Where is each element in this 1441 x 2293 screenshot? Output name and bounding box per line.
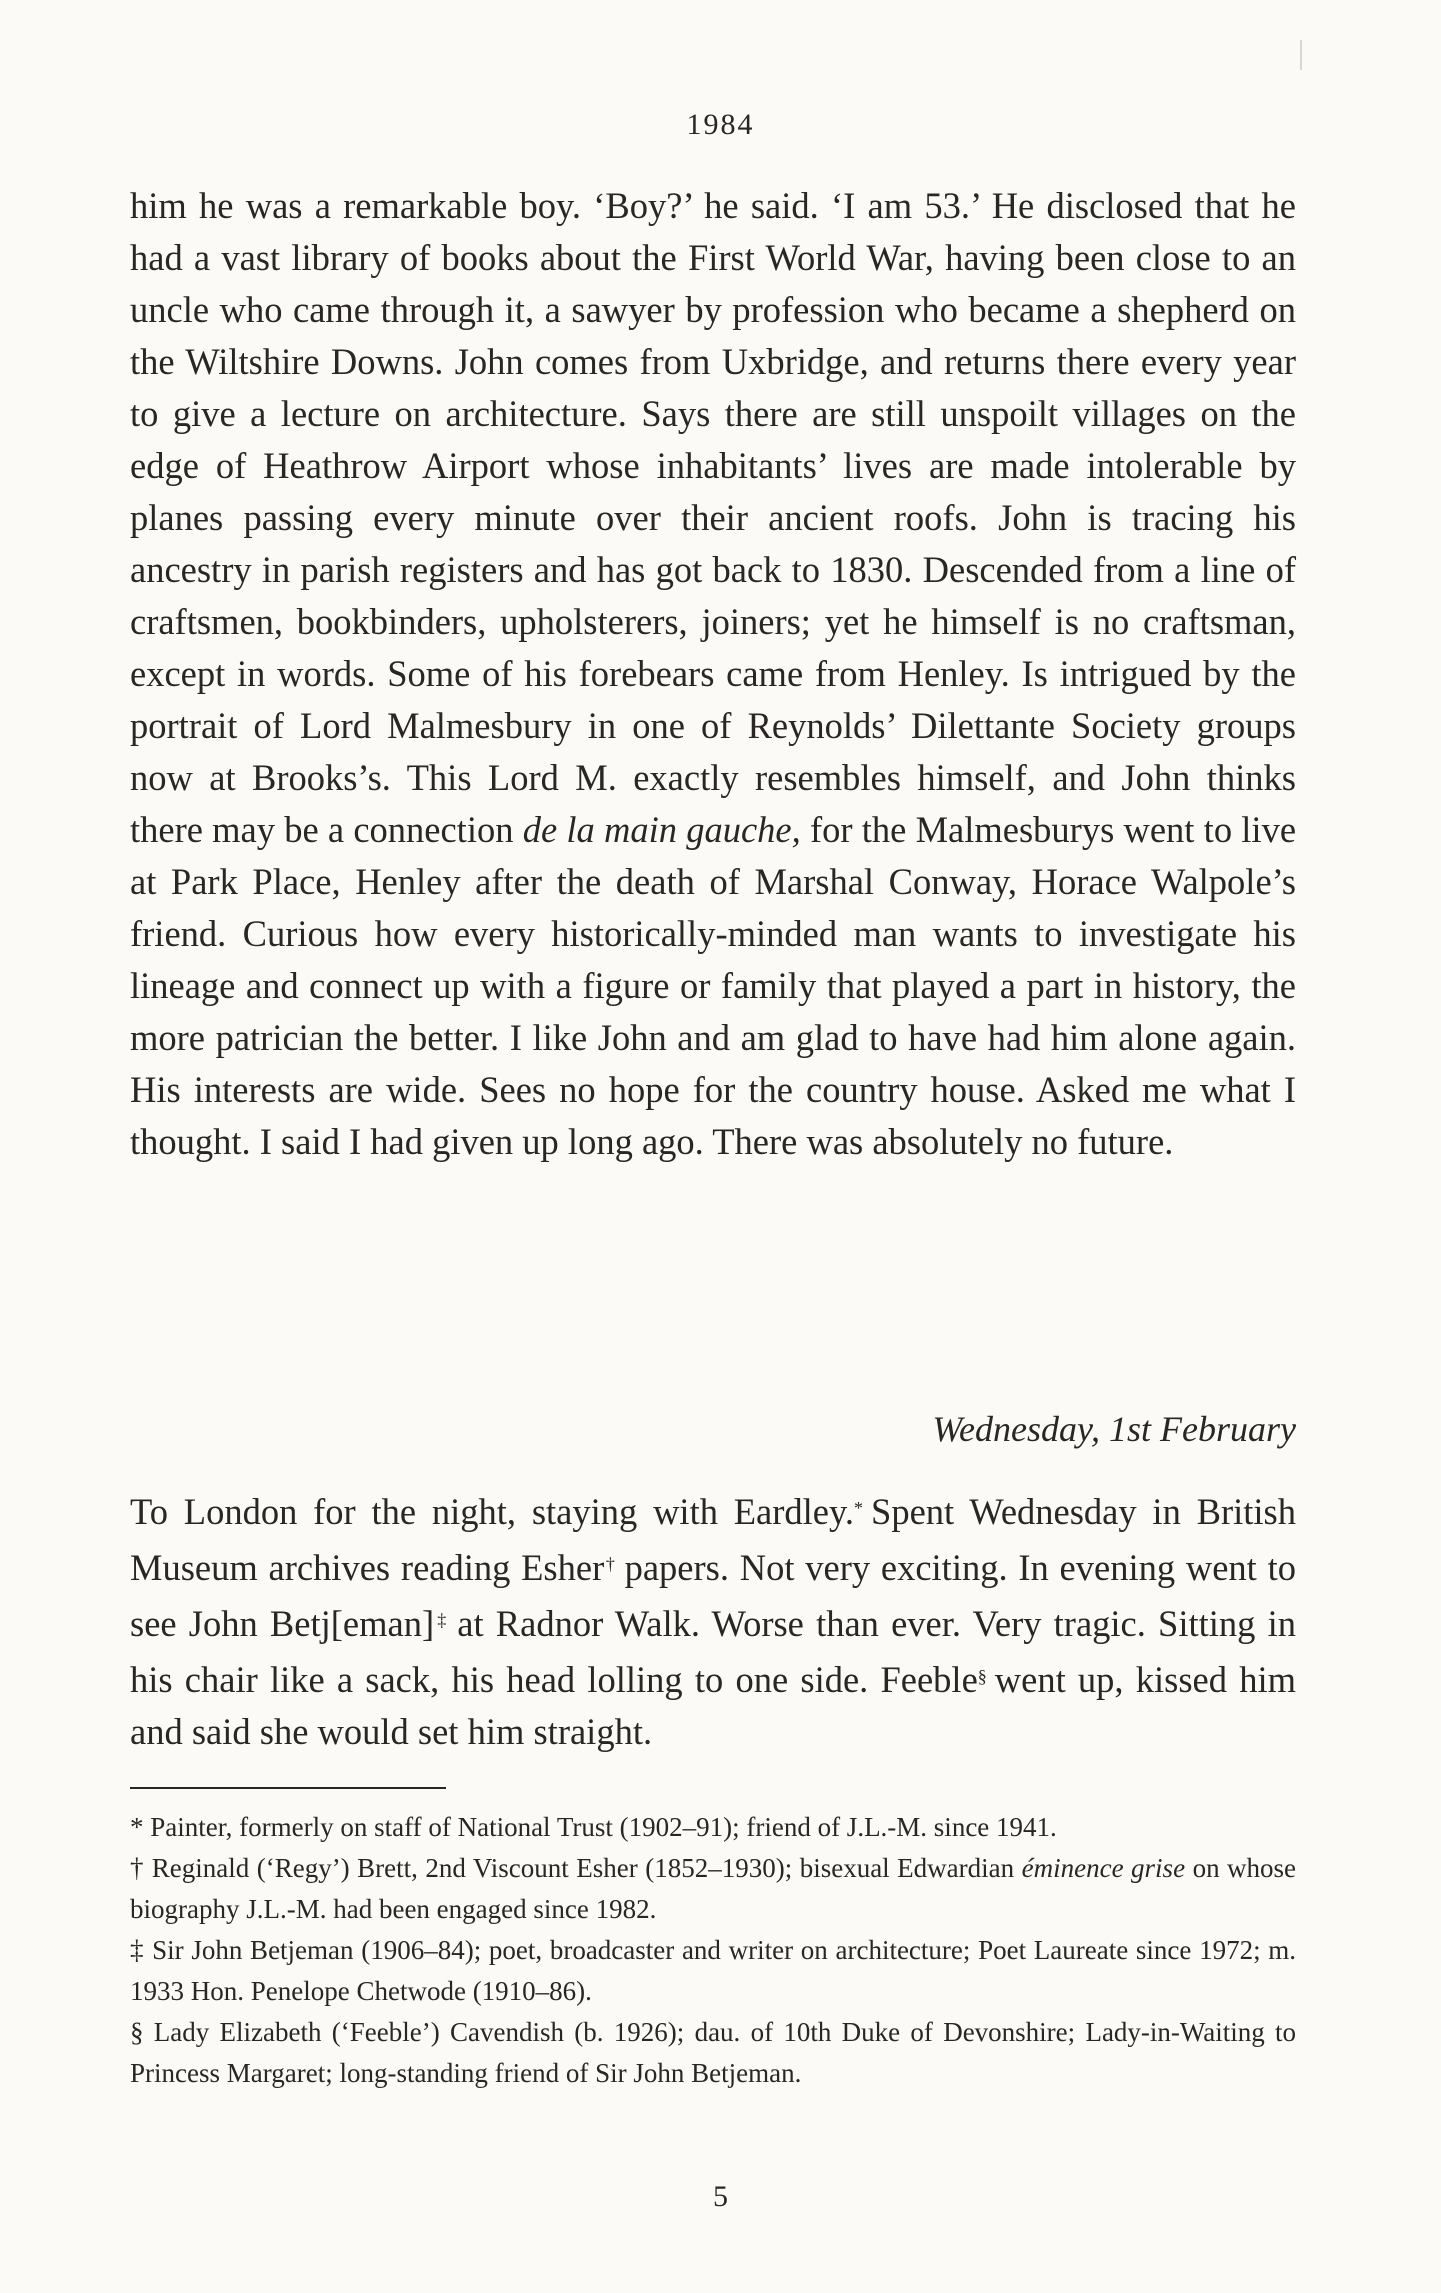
footnote-mark: †: [130, 1853, 145, 1883]
footnote: [130, 1807, 1296, 1848]
scan-artifact: [1300, 40, 1302, 70]
footnote-mark: §: [130, 2017, 144, 2047]
italic-phrase: de la main gauche,: [522, 809, 801, 850]
footnote-mark: *: [130, 1812, 144, 1842]
footnote-mark: ‡: [130, 1935, 145, 1965]
footnote: [130, 1930, 1296, 2012]
running-head: 1984: [686, 108, 755, 141]
footnote-ref: †: [604, 1554, 617, 1574]
entry-text: at Radnor Walk. Worse than ever. Very tragic. Sitting in his chair like a sack, his head lolling to one side. Feeble: [130, 1603, 1297, 1700]
footnote: [130, 1848, 1296, 1930]
footnote-ref: *: [854, 1498, 864, 1518]
entry-text: To London for the night, staying with Eardley.: [130, 1491, 855, 1532]
paragraph-text-end: for the Malmesburys went to live at Park Place, Henley after the death of Marshal Conway, Horace Walpole’s friend. Curious how every historically-minded man wants to investigate his lineage and connect up with a figure or family that played a part in history, the more patrician the better. I like John and am glad to have had him alone again. His interests are wide. Sees no hope for the country house. Asked me what I thought. I said I had given up long ago. There was absolutely no future.: [130, 809, 1297, 1162]
footnote-italic: éminence grise: [1021, 1853, 1186, 1883]
footnotes: [130, 1807, 1296, 2094]
entry-text: papers. Not very exciting. In evening went to see John Betj[eman]: [130, 1547, 1296, 1644]
footnote-ref: §: [977, 1666, 987, 1686]
paragraph-text: him he was a remarkable boy. ‘Boy?’ he said. ‘I am 53.’ He disclosed that he had a vast library of books about the First World War, having been close to an uncle who came through it, a sawyer by profession who became a shepherd on the Wiltshire Downs. John comes from Uxbridge, and returns there every year to give a lecture on architecture. Says there are still unspoilt villages on the edge of Heathrow Airport whose inhabitants’ lives are made intolerable by planes passing every minute over their ancient roofs. John is tracing his ancestry in parish registers and has got back to 1830. Descended from a line of craftsmen, bookbinders, upholsterers, joiners; yet he himself is no craftsman, except in words. Some of his forebears came from Henley. Is intrigued by the portrait of Lord Malmesbury in one of Reynolds’ Dilettante Society groups now at Brooks’s. This Lord M. exactly resembles himself, and John thinks there may be a connection: [130, 185, 1296, 850]
footnote-ref: ‡: [434, 1610, 450, 1630]
diary-paragraph-2: [130, 1482, 1296, 1758]
entry-date: Wednesday, 1st February: [932, 1409, 1296, 1449]
footnote-text: Painter, formerly on staff of National Trust (1902–91); friend of J.L.-M. since 1941.: [150, 1812, 1057, 1842]
footnote-text: Sir John Betjeman (1906–84); poet, broadcaster and writer on architecture; Poet Laureate since 1972; m. 1933 Hon. Penelope Chetwode (1910–86).: [130, 1935, 1297, 2006]
footnote-text: Lady Elizabeth (‘Feeble’) Cavendish (b. 1926); dau. of 10th Duke of Devonshire; Lady-in-Waiting to Princess Margaret; long-standing friend of Sir John Betjeman.: [130, 2017, 1297, 2088]
footnote-text: Reginald (‘Regy’) Brett, 2nd Viscount Esher (1852–1930); bisexual Edwardian: [151, 1853, 1015, 1883]
footnote-rule: [130, 1787, 446, 1789]
entry-text: Spent Wednesday in British Museum archives reading Esher: [130, 1491, 1296, 1588]
footnote-text: on whose biography J.L.-M. had been engaged since 1982.: [130, 1853, 1297, 1924]
footnote: [130, 2012, 1296, 2094]
diary-paragraph: [130, 180, 1296, 1168]
page-number: 5: [713, 2180, 728, 2213]
entry-text: went up, kissed him and said she would set him straight.: [130, 1659, 1296, 1752]
